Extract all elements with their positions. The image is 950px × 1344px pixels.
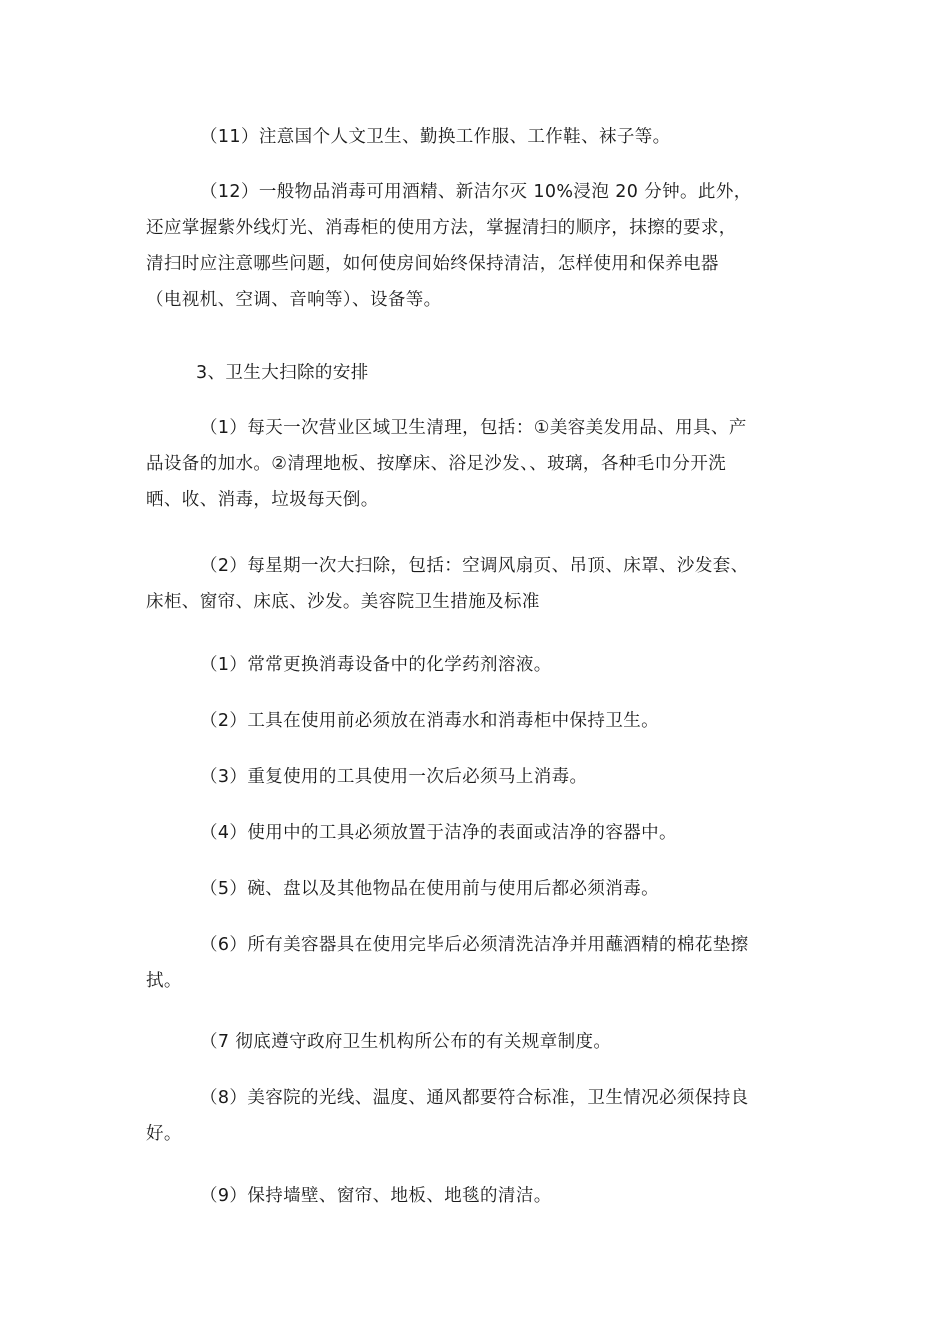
paragraph-standard-7 xyxy=(146,1024,816,1060)
text-line: 还应掌握紫外线灯光、消毒柜的使用方法，掌握清扫的顺序，抹擦的要求， xyxy=(146,218,737,238)
text-line: （6）所有美容器具在使用完毕后必须清洗洁净并用蘸酒精的棉花垫擦 xyxy=(200,935,749,955)
paragraph-standard-9 xyxy=(146,1178,816,1214)
paragraph-weekly-cleaning xyxy=(146,548,816,620)
text-line: （9）保持墙壁、窗帘、地板、地毯的清洁。 xyxy=(200,1186,552,1206)
paragraph-item-12 xyxy=(146,174,816,318)
paragraph-standard-3 xyxy=(146,759,816,795)
paragraph-item-11 xyxy=(146,119,816,155)
text-line: 3、卫生大扫除的安排 xyxy=(196,363,369,383)
text-line: 清扫时应注意哪些问题，如何使房间始终保持清洁，怎样使用和保养电器 xyxy=(146,254,719,274)
section-heading xyxy=(146,355,816,391)
text-line: （5）碗、盘以及其他物品在使用前与使用后都必须消毒。 xyxy=(200,879,660,899)
text-line: （1）常常更换消毒设备中的化学药剂溶液。 xyxy=(200,655,552,675)
text-line: （4）使用中的工具必须放置于洁净的表面或洁净的容器中。 xyxy=(200,823,677,843)
text-line: （2）每星期一次大扫除，包括：空调风扇页、吊顶、床罩、沙发套、 xyxy=(200,556,749,576)
text-line: （12）一般物品消毒可用酒精、新洁尔灭 10%浸泡 20 分钟。此外， xyxy=(200,182,752,202)
text-line: （2）工具在使用前必须放在消毒水和消毒柜中保持卫生。 xyxy=(200,711,660,731)
paragraph-daily-cleaning xyxy=(146,410,816,518)
text-line: （1）每天一次营业区域卫生清理，包括：①美容美发用品、用具、产 xyxy=(200,418,747,438)
text-line: （7 彻底遵守政府卫生机构所公布的有关规章制度。 xyxy=(200,1032,612,1052)
text-line: 品设备的加水。②清理地板、按摩床、浴足沙发、、玻璃，各种毛巾分开洗 xyxy=(146,454,727,474)
text-line: （11）注意国个人文卫生、勤换工作服、工作鞋、袜子等。 xyxy=(200,127,671,147)
paragraph-standard-8 xyxy=(146,1080,816,1152)
text-line: （3）重复使用的工具使用一次后必须马上消毒。 xyxy=(200,767,588,787)
paragraph-standard-5 xyxy=(146,871,816,907)
paragraph-standard-4 xyxy=(146,815,816,851)
text-line: 床柜、窗帘、床底、沙发。美容院卫生措施及标准 xyxy=(146,592,540,612)
paragraph-standard-6 xyxy=(146,927,816,999)
text-line: 晒、收、消毒，垃圾每天倒。 xyxy=(146,490,379,510)
paragraph-standard-1 xyxy=(146,647,816,683)
text-line: （8）美容院的光线、温度、通风都要符合标准，卫生情况必须保持良 xyxy=(200,1088,749,1108)
paragraph-standard-2 xyxy=(146,703,816,739)
text-line: （电视机、空调、音响等）、设备等。 xyxy=(146,290,442,310)
text-line: 拭。 xyxy=(146,971,182,991)
text-line: 好。 xyxy=(146,1124,182,1144)
